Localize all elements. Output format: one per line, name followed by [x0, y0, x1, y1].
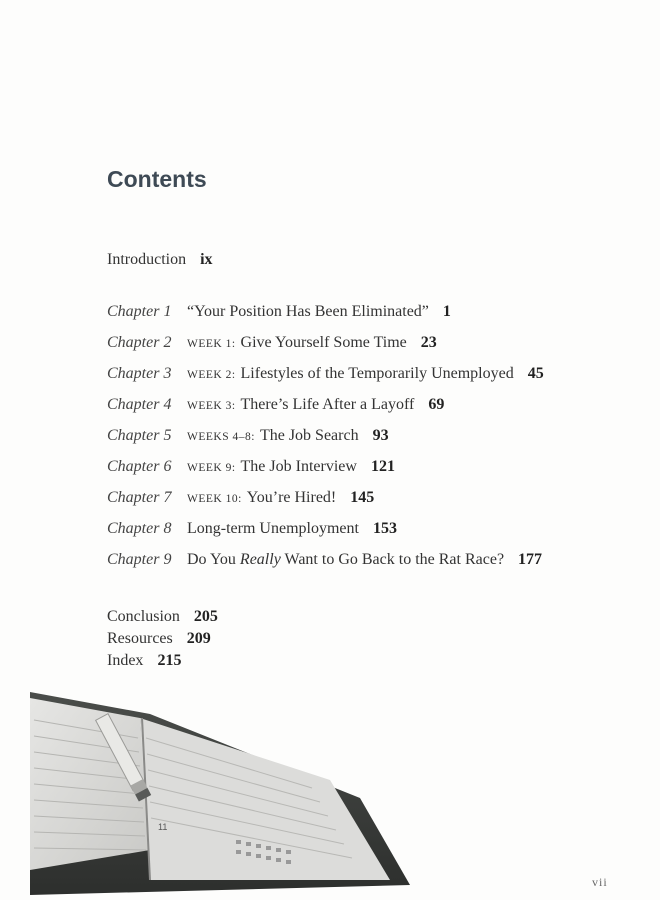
chapter-label: Chapter 2	[107, 334, 172, 351]
toc-entry-chapter-2[interactable]	[107, 334, 544, 365]
chapter-title: The Job Search	[259, 427, 359, 444]
toc-entry-chapter-7[interactable]	[107, 489, 544, 520]
week-label: WEEK 10:	[187, 493, 242, 505]
toc-entry-introduction[interactable]	[107, 251, 213, 269]
toc-page-number: 1	[442, 303, 451, 320]
week-label: WEEK 3:	[187, 400, 236, 412]
toc-page-number: 93	[372, 427, 389, 444]
toc-entry-conclusion[interactable]	[107, 606, 218, 628]
chapter-label: Chapter 4	[107, 396, 172, 413]
toc-page-number: 215	[157, 652, 182, 669]
page-number: vii	[592, 875, 608, 889]
chapter-title-end: Want to Go Back to the Rat Race?	[280, 551, 505, 568]
chapter-title: You’re Hired!	[246, 489, 337, 506]
toc-entry-chapter-3[interactable]	[107, 365, 544, 396]
week-label: WEEK 1:	[187, 338, 236, 350]
chapter-label: Chapter 6	[107, 458, 172, 475]
chapter-title-start: Do You	[187, 551, 240, 568]
toc-page-number: 121	[370, 458, 395, 475]
toc-page-number: ix	[200, 251, 213, 268]
page-title: Contents	[107, 166, 207, 192]
toc-page-number: 23	[420, 334, 437, 351]
toc-page-number: 177	[518, 551, 543, 568]
toc-entry-chapter-4[interactable]	[107, 396, 544, 427]
toc-entry-label: Introduction	[107, 251, 187, 268]
chapter-label: Chapter 3	[107, 365, 172, 382]
toc-entry-chapter-8[interactable]	[107, 520, 544, 551]
toc-entry-label: Index	[107, 652, 144, 669]
toc-entry-chapter-9[interactable]	[107, 551, 544, 582]
toc-entry-index[interactable]	[107, 650, 218, 672]
toc-page-number: 209	[186, 630, 211, 647]
chapter-label: Chapter 7	[107, 489, 172, 506]
chapter-title-emphasis: Really	[239, 551, 281, 568]
chapter-label: Chapter 8	[107, 520, 172, 537]
chapter-title	[187, 551, 504, 569]
toc-entry-chapter-5[interactable]	[107, 427, 544, 458]
week-label: WEEK 2:	[187, 369, 236, 381]
toc-page-number: 145	[350, 489, 375, 506]
week-label: WEEK 9:	[187, 462, 236, 474]
chapter-label: Chapter 1	[107, 303, 172, 320]
toc-entry-chapter-1[interactable]	[107, 303, 544, 334]
toc-page-number: 45	[527, 365, 544, 382]
chapter-label: Chapter 5	[107, 427, 172, 444]
toc-page-number: 153	[372, 520, 397, 537]
week-label: WEEKS 4–8:	[187, 431, 255, 443]
chapter-label: Chapter 9	[107, 551, 172, 568]
chapter-title: Lifestyles of the Temporarily Unemployed	[240, 365, 514, 382]
toc-page-number: 69	[428, 396, 445, 413]
planner-date: 11	[158, 822, 168, 832]
planner-photo	[0, 680, 420, 900]
chapter-list	[107, 303, 544, 582]
chapter-title: The Job Interview	[240, 458, 357, 475]
toc-entry-label: Resources	[107, 630, 173, 647]
chapter-title: “Your Position Has Been Eliminated”	[187, 303, 429, 320]
toc-entry-chapter-6[interactable]	[107, 458, 544, 489]
chapter-title: Long-term Unemployment	[187, 520, 359, 537]
backmatter-list	[107, 606, 218, 672]
chapter-title: There’s Life After a Layoff	[240, 396, 415, 413]
chapter-title: Give Yourself Some Time	[240, 334, 407, 351]
toc-entry-resources[interactable]	[107, 628, 218, 650]
toc-entry-label: Conclusion	[107, 608, 180, 625]
toc-page-number: 205	[193, 608, 218, 625]
